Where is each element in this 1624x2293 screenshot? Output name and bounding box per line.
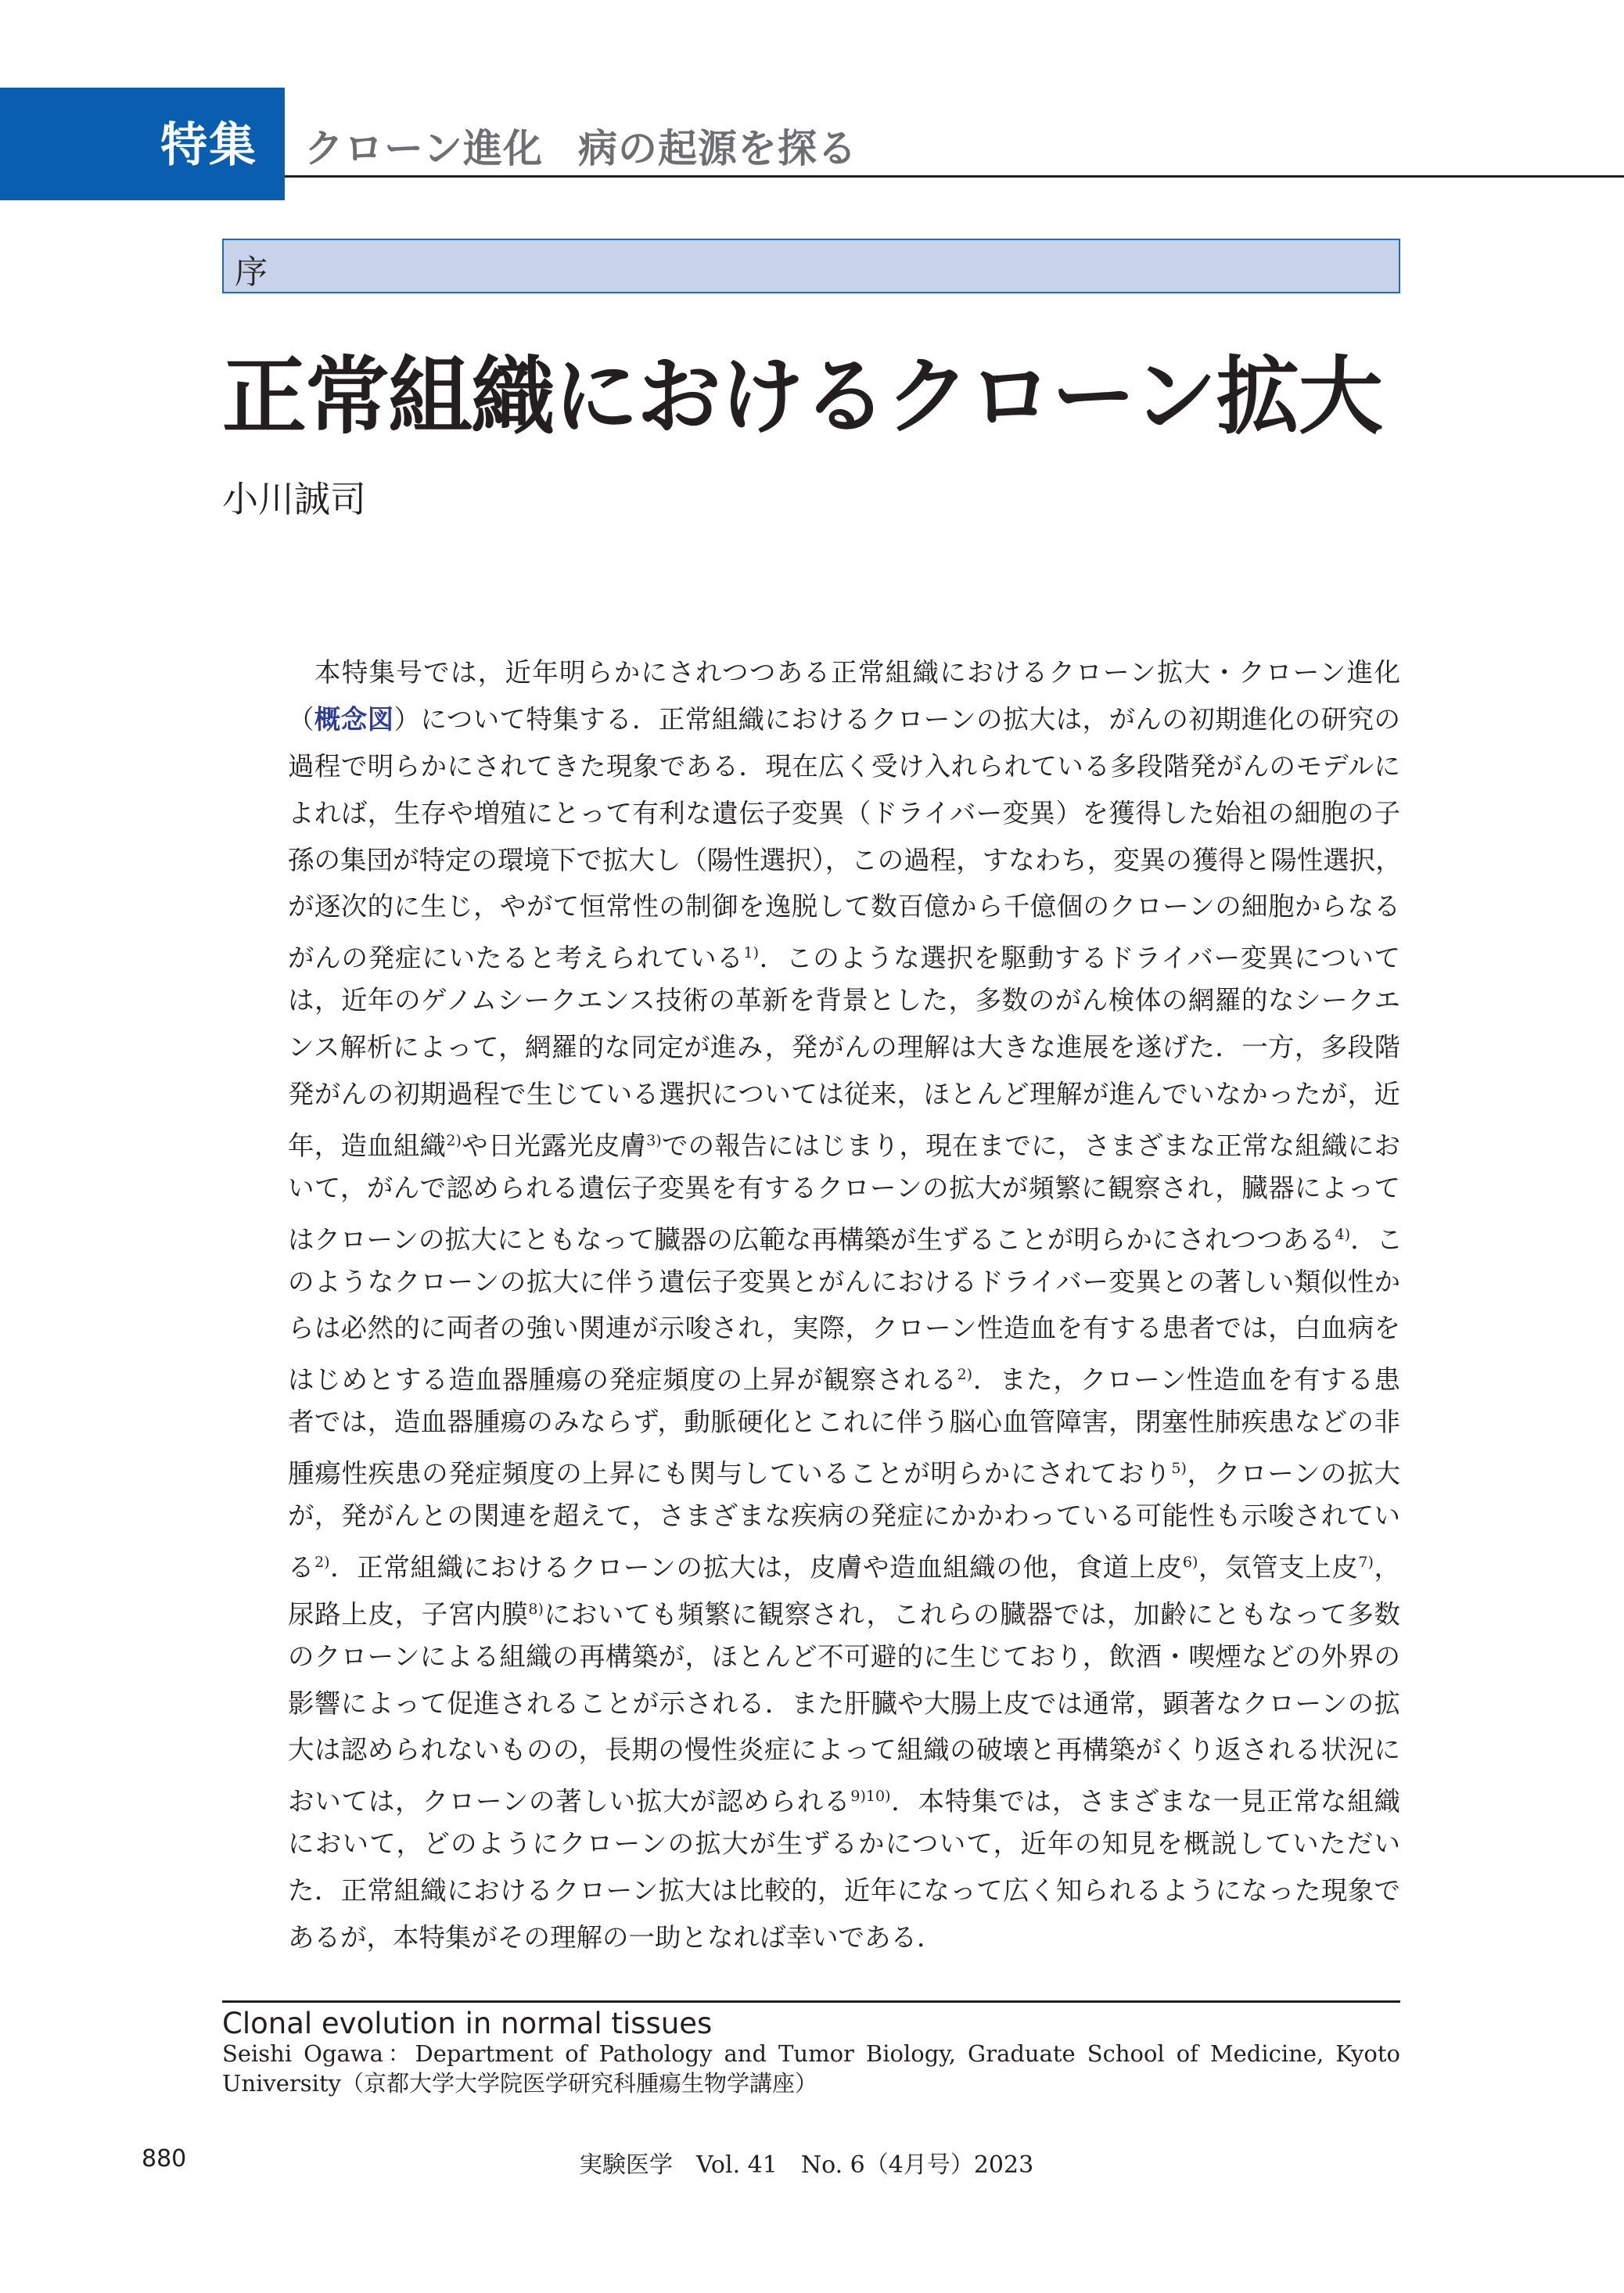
body-text: は，近年のゲノムシークエンス技術の革新を背景とした，多数のがん検体の網羅的なシークエ [288, 985, 1400, 1016]
body-text: ）について特集する．正常組織におけるクローンの拡大は，がんの初期進化の研究の [393, 703, 1401, 735]
body-text: での報告にはじまり，現在までに，さまざまな正常な組織にお [661, 1130, 1401, 1161]
body-text: において，どのようにクローンの拡大が生ずるかについて，近年の知見を概説していただい [288, 1828, 1400, 1860]
body-text: がんの発症にいたると考えられている [288, 943, 744, 974]
body-line [288, 977, 1400, 1024]
footer-rule [222, 2000, 1400, 2003]
body-line [288, 1820, 1400, 1867]
body-text: いて，がんで認められる遺伝子変異を有するクローンの拡大が頻繁に観察され，臓器によって [288, 1172, 1400, 1203]
body-line [288, 1633, 1400, 1680]
author: 小川誠司 [222, 478, 366, 520]
feature-title-part-b: 病の起源を探る [578, 126, 857, 171]
body-text: 尿路上皮，子宮内膜 [288, 1598, 529, 1630]
body-line [288, 883, 1400, 930]
body-text: ．また，クローン性造血を有する患 [972, 1364, 1400, 1396]
body-text: ．正常組織におけるクローンの拡大は，皮膚や造血組織の他，食道上皮 [329, 1551, 1183, 1583]
feature-title [304, 117, 857, 174]
citation-ref: 1) [743, 944, 760, 962]
body-text: 大は認められないものの，長期の慢性炎症によって組織の破壊と再構築がくり返される状況に [288, 1734, 1400, 1766]
citation-ref: 7) [1358, 1553, 1374, 1571]
body-text: においても頻繁に観察され，これらの臓器では，加齢にともなって多数 [543, 1598, 1400, 1630]
header-rule [285, 175, 1624, 178]
body-line [288, 1774, 1400, 1820]
body-line [288, 1587, 1400, 1633]
body-text: た．正常組織におけるクローン拡大は比較的，近年になって広く知られるようになった現象で [288, 1875, 1400, 1907]
body-text: らは必然的に両者の強い関連が示唆され，実際，クローン性造血を有する患者では，白血病を [288, 1313, 1400, 1344]
feature-label: 特集 [160, 118, 257, 173]
body-text: （ [288, 703, 314, 735]
article-body [288, 649, 1403, 1961]
body-text: あるが，本特集がその理解の一助となれば幸いである． [288, 1922, 943, 1953]
body-text: や日光露光皮膚 [461, 1130, 647, 1161]
body-line [288, 1493, 1400, 1540]
body-line [288, 1867, 1400, 1914]
body-line [288, 1399, 1400, 1446]
body-line [288, 1259, 1400, 1306]
body-text: る [288, 1551, 315, 1583]
body-line [288, 696, 1400, 743]
english-title: Clonal evolution in normal tissues [222, 2007, 713, 2040]
body-line [288, 743, 1400, 790]
body-line [288, 1680, 1400, 1727]
page-number: 880 [142, 2145, 187, 2173]
citation-ref: 9)10) [850, 1788, 891, 1806]
body-line [288, 837, 1400, 884]
article-title: 正常組織におけるクローン拡大 [222, 348, 1381, 446]
citation-ref: 4) [1335, 1225, 1351, 1243]
body-text: ンス解析によって，網羅的な同定が進み，発がんの理解は大きな進展を遂げた．一方，多段階 [288, 1032, 1400, 1063]
body-text: ， [1373, 1551, 1401, 1583]
feature-title-part-a: クローン進化 [304, 126, 543, 171]
body-text: 発がんの初期過程で生じている選択については従来，ほとんど理解が進んでいなかったが，近 [288, 1079, 1400, 1110]
citation-ref: 2) [446, 1131, 462, 1149]
citation-ref: 6) [1182, 1553, 1198, 1571]
section-label: 序 [235, 253, 268, 291]
body-line [288, 1165, 1400, 1212]
body-line [288, 1212, 1403, 1259]
body-text: 過程で明らかにされてきた現象である．現在広く受け入れられている多段階発がんのモデルに [288, 750, 1400, 782]
journal-info: 実験医学 Vol. 41 No. 6（4月号）2023 [579, 2151, 1034, 2179]
body-text: 孫の集団が特定の環境下で拡大し（陽性選択），この過程，すなわち，変異の獲得と陽性選択， [288, 844, 1402, 875]
body-text: ，クローンの拡大 [1186, 1458, 1400, 1490]
body-line [288, 1118, 1400, 1165]
body-line [288, 1727, 1400, 1774]
body-line [288, 1352, 1400, 1399]
body-text: 影響によって促進されることが示される．また肝臓や大腸上皮では通常，顕著なクローンの拡 [288, 1687, 1400, 1719]
body-line [288, 790, 1400, 837]
section-box [222, 239, 1400, 293]
citation-ref: 5) [1171, 1460, 1187, 1478]
body-text: のようなクローンの拡大に伴う遺伝子変異とがんにおけるドライバー変異との著しい類似性か [288, 1266, 1400, 1297]
citation-ref: 3) [646, 1131, 662, 1149]
author-affiliation: Seishi Ogawa：Department of Pathology and Tumor Biology, Graduate School of Medicine, Kyoto University（京都大学大学院医学研究科腫瘍生物学講座） [222, 2040, 1400, 2097]
body-text: が，発がんとの関連を超えて，さまざまな疾病の発症にかかわっている可能性も示唆されてい [288, 1501, 1400, 1532]
body-text: ．こ [1350, 1224, 1403, 1255]
body-line [288, 1914, 1400, 1961]
body-text: 本特集号では，近年明らかにされつつある正常組織におけるクローン拡大・クローン進化 [314, 657, 1400, 688]
body-text: のクローンによる組織の再構築が，ほとんど不可避的に生じており，飲酒・喫煙などの外界の [288, 1641, 1400, 1672]
body-text: ，気管支上皮 [1198, 1551, 1359, 1583]
body-text: ．このような選択を駆動するドライバー変異について [759, 943, 1401, 974]
figure-link[interactable]: 概念図 [314, 703, 394, 735]
citation-ref: 2) [957, 1366, 973, 1384]
body-text: 年，造血組織 [288, 1130, 447, 1161]
body-text: 腫瘍性疾患の発症頻度の上昇にも関与していることが明らかにされており [288, 1458, 1172, 1490]
body-line [288, 1305, 1400, 1352]
body-text: おいては，クローンの著しい拡大が認められる [288, 1786, 851, 1817]
citation-ref: 2) [314, 1553, 330, 1571]
citation-ref: 8) [528, 1600, 544, 1618]
body-text: が逐次的に生じ，やがて恒常性の制御を逸脱して数百億から千億個のクローンの細胞からなる [288, 891, 1400, 922]
body-line [288, 1540, 1400, 1587]
body-text: 者では，造血器腫瘍のみならず，動脈硬化とこれに伴う脳心血管障害，閉塞性肺疾患などの非 [288, 1407, 1400, 1438]
body-line [288, 930, 1400, 977]
body-line [288, 1024, 1400, 1071]
body-text: ．本特集では，さまざまな一見正常な組織 [890, 1786, 1400, 1817]
body-line [288, 1071, 1400, 1118]
body-line [288, 1446, 1400, 1493]
body-text: はクローンの拡大にともなって臓器の広範な再構築が生ずることが明らかにされつつある [288, 1224, 1335, 1255]
body-line [288, 649, 1400, 696]
body-text: はじめとする造血器腫瘍の発症頻度の上昇が観察される [288, 1364, 958, 1396]
body-text: よれば，生存や増殖にとって有利な遺伝子変異（ドライバー変異）を獲得した始祖の細胞の子 [288, 797, 1400, 828]
